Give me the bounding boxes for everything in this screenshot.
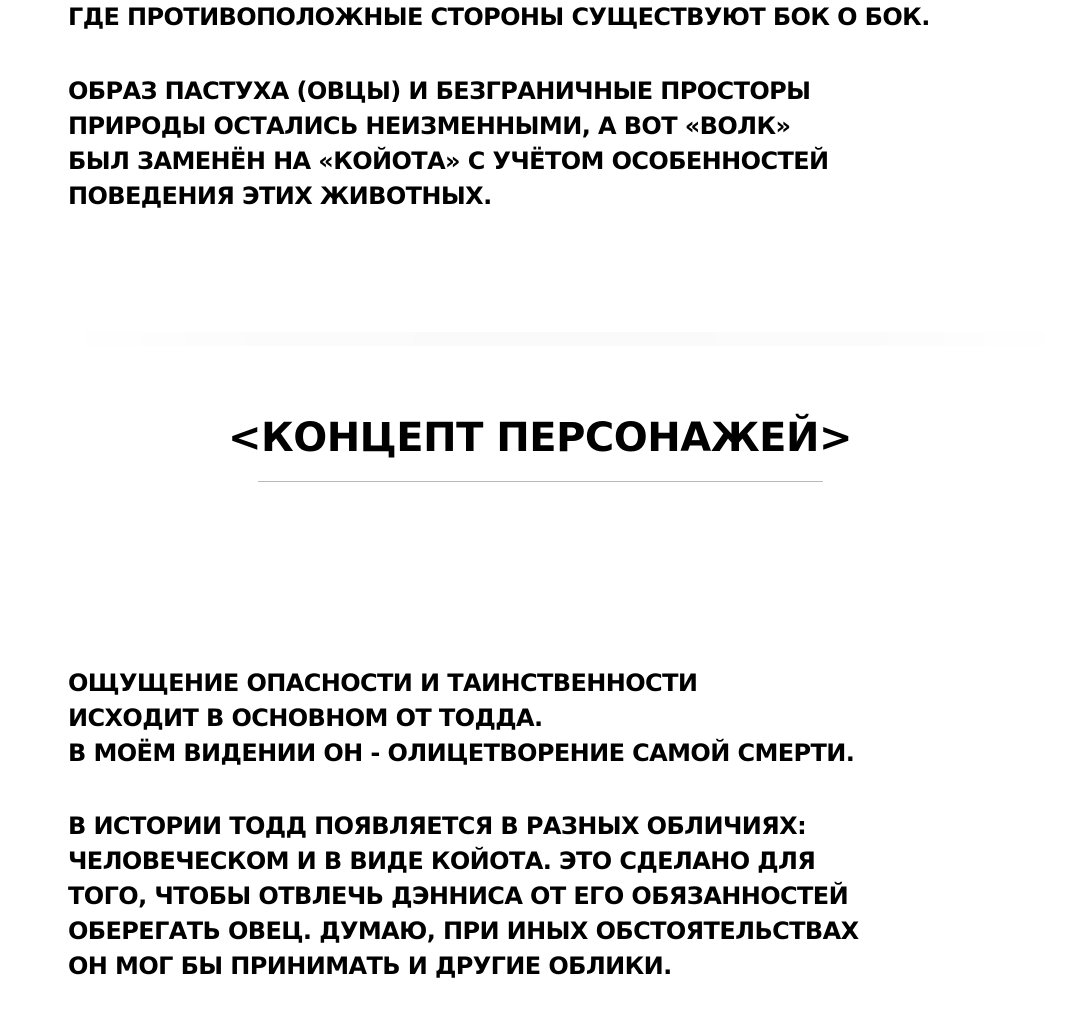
text-line: ОН МОГ БЫ ПРИНИМАТЬ И ДРУГИЕ ОБЛИКИ. [68,952,672,980]
paragraph-shepherd-image [68,74,829,214]
text-line: ПРИРОДЫ ОСТАЛИСЬ НЕИЗМЕННЫМИ, А ВОТ «ВОЛК» [68,112,791,140]
faint-background-band [60,332,1070,346]
text-line: ЧЕЛОВЕЧЕСКОМ И В ВИДЕ КОЙОТА. ЭТО СДЕЛАНО ДЛЯ [68,847,816,875]
text-line: ОБРАЗ ПАСТУХА (ОВЦЫ) И БЕЗГРАНИЧНЫЕ ПРОСТОРЫ [68,77,811,105]
text-line: ОБЕРЕГАТЬ ОВЕЦ. ДУМАЮ, ПРИ ИНЫХ ОБСТОЯТЕЛЬСТВАХ [68,917,859,945]
text-line: БЫЛ ЗАМЕНЁН НА «КОЙОТА» С УЧЁТОМ ОСОБЕННОСТЕЙ [68,147,829,175]
section-heading: <КОНЦЕПТ ПЕРСОНАЖЕЙ> [227,415,852,461]
text-line: ИСХОДИТ В ОСНОВНОМ ОТ ТОДДА. [68,704,543,732]
text-line: ОЩУЩЕНИЕ ОПАСНОСТИ И ТАИНСТВЕННОСТИ [68,669,698,697]
intro-line [68,0,930,35]
heading-divider [258,481,823,482]
text-line: В ИСТОРИИ ТОДД ПОЯВЛЯЕТСЯ В РАЗНЫХ ОБЛИЧИЯХ: [68,812,807,840]
text-line: ПОВЕДЕНИЯ ЭТИХ ЖИВОТНЫХ. [68,182,492,210]
text-line: В МОЁМ ВИДЕНИИ ОН - ОЛИЦЕТВОРЕНИЕ САМОЙ СМЕРТИ. [68,739,855,767]
paragraph-todd-forms [68,809,859,984]
paragraph-danger-mystery [68,666,854,771]
text-line: ГДЕ ПРОТИВОПОЛОЖНЫЕ СТОРОНЫ СУЩЕСТВУЮТ БОК О БОК. [68,3,930,31]
text-line: ТОГО, ЧТОБЫ ОТВЛЕЧЬ ДЭННИСА ОТ ЕГО ОБЯЗАННОСТЕЙ [68,882,849,910]
